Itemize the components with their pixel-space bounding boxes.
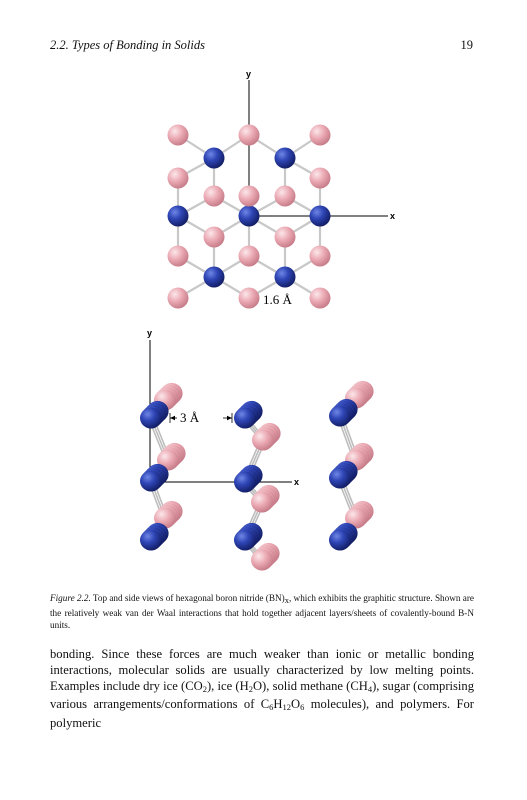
- boron-atom: [275, 227, 296, 248]
- bond-length-label: 1.6 Å: [263, 292, 292, 307]
- body-text-2: ), ice (H: [206, 678, 249, 693]
- side-y-axis-label: y: [147, 328, 153, 338]
- top-y-axis-label: y: [246, 69, 252, 79]
- boron-atom: [168, 288, 189, 309]
- body-text-7: molecules), and polymers. For polymeric: [50, 697, 474, 731]
- boron-atom: [310, 246, 331, 267]
- top-view: [168, 69, 396, 309]
- nitrogen-atom: [329, 406, 351, 427]
- nitrogen-atom: [239, 206, 260, 227]
- body-text-4: ), sugar (comprising various arrangements/conformations of C: [50, 678, 475, 712]
- nitrogen-atom: [140, 408, 162, 429]
- body-sub-4: 6: [269, 702, 274, 713]
- boron-atom: [239, 125, 260, 146]
- boron-atom: [310, 288, 331, 309]
- caption-subscript: x: [284, 595, 289, 605]
- nitrogen-atom: [234, 530, 256, 551]
- side-x-axis-label: x: [294, 477, 300, 487]
- boron-atom: [252, 430, 274, 451]
- boron-atom: [168, 246, 189, 267]
- section-title: 2.2. Types of Bonding in Solids: [50, 38, 205, 52]
- boron-atom: [310, 168, 331, 189]
- figure-caption: [50, 592, 474, 632]
- interlayer-label: 3 Å: [180, 410, 200, 425]
- boron-atom: [310, 125, 331, 146]
- boron-atom: [168, 125, 189, 146]
- nitrogen-atom: [140, 530, 162, 551]
- body-text-1: bonding. Since these forces are much weaker than ionic or metallic bonding interactions, molecular solids are usually characterized by low melting points. Examples include dry ice (CO: [50, 647, 474, 693]
- nitrogen-atom: [204, 148, 225, 169]
- boron-atom: [204, 227, 225, 248]
- boron-atom: [239, 288, 260, 309]
- body-sub-3: 4: [367, 683, 373, 694]
- body-text-6: O: [291, 697, 301, 712]
- body-text-5: H: [273, 697, 283, 712]
- body-text-3: O), solid methane (CH: [252, 678, 368, 693]
- body-sub-1: 2: [202, 683, 207, 694]
- boron-atom: [168, 168, 189, 189]
- top-x-axis-label: x: [390, 211, 396, 221]
- caption-label: Figure 2.2.: [50, 593, 91, 603]
- body-sub-5: 12: [282, 702, 292, 713]
- boron-atom: [239, 246, 260, 267]
- boron-atom: [251, 492, 273, 513]
- body-sub-2: 2: [248, 683, 253, 694]
- boron-atom: [239, 186, 260, 207]
- boron-atom: [275, 186, 296, 207]
- caption-text-2: , which exhibits the graphitic structure. Shown are the relatively weak van der Waal interactions that hold together adjacent layers/sheets of covalently-bound B-N units.: [50, 593, 474, 631]
- boron-atom: [204, 186, 225, 207]
- nitrogen-atom: [168, 206, 189, 227]
- caption-text-1: Top and side views of hexagonal boron nitride (BN): [92, 593, 285, 603]
- nitrogen-atom: [140, 471, 162, 492]
- side-view: [140, 328, 374, 571]
- nitrogen-atom: [310, 206, 331, 227]
- nitrogen-atom: [329, 530, 351, 551]
- nitrogen-atom: [329, 468, 351, 489]
- page-number: 19: [460, 38, 473, 52]
- body-paragraph: [50, 647, 474, 732]
- nitrogen-atom: [234, 472, 256, 493]
- interlayer-spacing-marker: [170, 410, 232, 425]
- body-sub-6: 6: [300, 702, 305, 713]
- nitrogen-atom: [275, 267, 296, 288]
- side-atoms: [140, 381, 374, 571]
- boron-atom: [251, 550, 273, 571]
- nitrogen-atom: [204, 267, 225, 288]
- nitrogen-atom: [234, 408, 256, 429]
- nitrogen-atom: [275, 148, 296, 169]
